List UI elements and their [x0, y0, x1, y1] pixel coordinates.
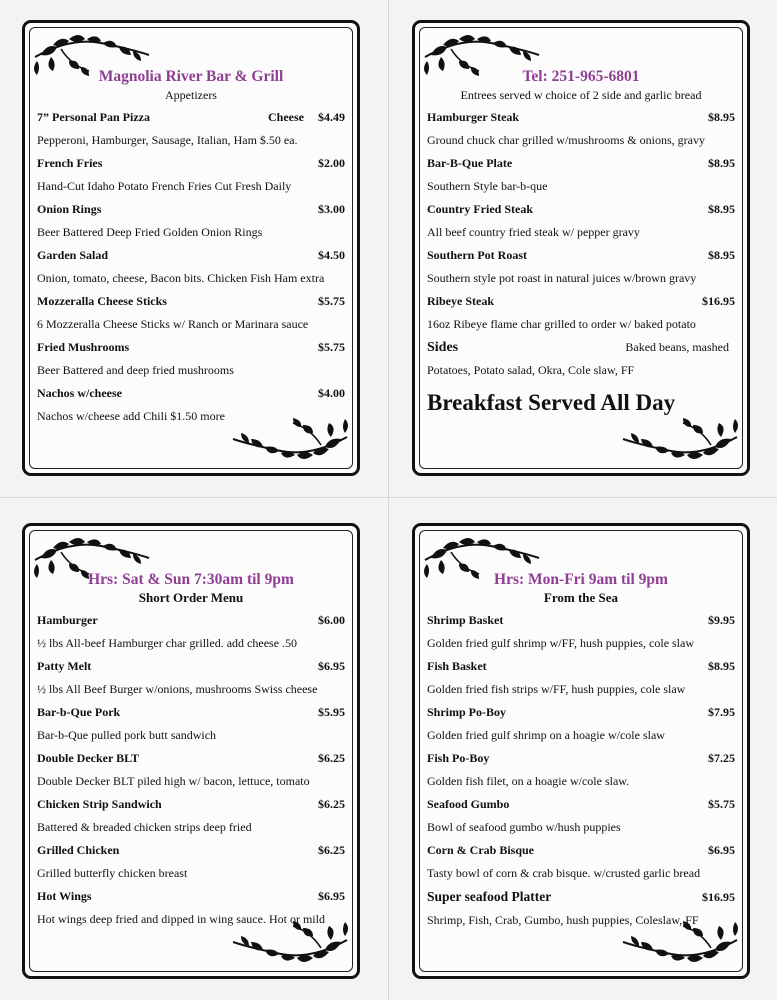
item-name: Grilled Chicken [37, 843, 120, 857]
item-price: $3.00 [318, 202, 345, 216]
item-description: Bar-b-Que pulled pork butt sandwich [37, 728, 217, 742]
panel-seafood [412, 523, 750, 979]
menu-item-row [37, 152, 345, 175]
fold-line-vertical [388, 0, 389, 1000]
item-price: $8.95 [708, 202, 735, 216]
section-subtitle: Short Order Menu [138, 590, 244, 605]
menu-item-row [427, 747, 735, 770]
fold-line-horizontal [0, 497, 777, 498]
item-price: $6.00 [318, 613, 345, 627]
item-name: Hamburger [37, 613, 98, 627]
item-description: Beer Battered Deep Fried Golden Onion Rings [37, 225, 263, 239]
item-name: Double Decker BLT [37, 751, 140, 765]
menu-item-row [37, 793, 345, 816]
menu-item-row [37, 382, 345, 405]
item-price: $6.95 [318, 659, 345, 673]
item-name: Country Fried Steak [427, 202, 533, 216]
item-name: Bar-B-Que Plate [427, 156, 513, 170]
item-description: All beef country fried steak w/ pepper gravy [427, 225, 640, 239]
item-price: $4.49 [318, 110, 345, 124]
menu-item-row [37, 106, 345, 129]
restaurant-title: Magnolia River Bar & Grill [98, 68, 284, 85]
item-name: Hamburger Steak [427, 110, 520, 124]
item-name: Fish Po-Boy [427, 751, 490, 765]
item-description: Golden fried gulf shrimp w/FF, hush puppies, cole slaw [427, 636, 695, 650]
menu-section [427, 67, 735, 422]
menu-item-row [37, 839, 345, 862]
menu-item-row [427, 198, 735, 221]
menu-item-row [427, 244, 735, 267]
item-name: Super seafood Platter [427, 889, 552, 904]
sides-title: Sides [427, 340, 459, 355]
item-price: $6.95 [318, 889, 345, 903]
item-name: Shrimp Basket [427, 613, 504, 627]
menu-item-row [427, 609, 735, 632]
item-name: Nachos w/cheese [37, 386, 122, 400]
menu-section [37, 67, 345, 428]
menu-item-row [37, 244, 345, 267]
section-subtitle: Entrees served w choice of 2 side and garlic bread [460, 88, 702, 102]
panel-entrees [412, 20, 750, 476]
menu-item-row [427, 655, 735, 678]
item-name: French Fries [37, 156, 103, 170]
menu-item-row [37, 609, 345, 632]
item-name: Corn & Crab Bisque [427, 843, 535, 857]
menu-item-row [427, 701, 735, 724]
menu-item-row [427, 885, 735, 909]
menu-section [37, 570, 345, 931]
item-description: Nachos w/cheese add Chili $1.50 more [37, 409, 225, 423]
item-name: Fried Mushrooms [37, 340, 130, 354]
item-price: $16.95 [702, 890, 735, 904]
item-price: $2.00 [318, 156, 345, 170]
menu-item-row [37, 885, 345, 908]
menu-section [427, 570, 735, 932]
item-price: $6.95 [708, 843, 735, 857]
item-price: $5.75 [318, 340, 345, 354]
item-description: 6 Mozzeralla Cheese Sticks w/ Ranch or Marinara sauce [37, 317, 309, 331]
item-description: ½ lbs All-beef Hamburger char grilled. add cheese .50 [37, 636, 298, 650]
item-price: $8.95 [708, 248, 735, 262]
item-price: $7.95 [708, 705, 735, 719]
item-description: Southern Style bar-b-que [427, 179, 548, 193]
item-description: Double Decker BLT piled high w/ bacon, lettuce, tomato [37, 774, 310, 788]
item-name: Seafood Gumbo [427, 797, 510, 811]
item-description: Grilled butterfly chicken breast [37, 866, 188, 880]
item-price: $6.25 [318, 751, 345, 765]
item-name: 7” Personal Pan Pizza [37, 110, 150, 124]
item-price: $4.00 [318, 386, 345, 400]
menu-item-row [37, 290, 345, 313]
item-price: $5.75 [318, 294, 345, 308]
item-price: $8.95 [708, 110, 735, 124]
item-name: Onion Rings [37, 202, 102, 216]
item-name: Southern Pot Roast [427, 248, 528, 262]
item-description: Pepperoni, Hamburger, Sausage, Italian, Ham $.50 ea. [37, 133, 298, 147]
item-description: Beer Battered and deep fried mushrooms [37, 363, 234, 377]
sides-text: Baked beans, mashed [625, 340, 729, 354]
panel-appetizers [22, 20, 360, 476]
menu-item-row [37, 336, 345, 359]
menu-item-row [427, 290, 735, 313]
item-name: Fish Basket [427, 659, 487, 673]
item-name: Ribeye Steak [427, 294, 494, 308]
item-description: 16oz Ribeye flame char grilled to order w/ baked potato [427, 317, 696, 331]
item-description: Golden fried fish strips w/FF, hush puppies, cole slaw [427, 682, 686, 696]
item-description: Hot wings deep fried and dipped in wing sauce. Hot or mild [37, 912, 325, 926]
menu-item-row [427, 106, 735, 129]
item-price: $6.25 [318, 797, 345, 811]
sides-list: Potatoes, Potato salad, Okra, Cole slaw, FF [427, 363, 635, 377]
sides-row [427, 336, 735, 359]
item-description: Bowl of seafood gumbo w/hush puppies [427, 820, 621, 834]
vine-icon [619, 415, 741, 467]
item-description: Hand-Cut Idaho Potato French Fries Cut Fresh Daily [37, 179, 292, 193]
item-description: Onion, tomato, cheese, Bacon bits. Chicken Fish Ham extra [37, 271, 325, 285]
panel-short-order [22, 523, 360, 979]
menu-item-row [427, 793, 735, 816]
section-subtitle: From the Sea [543, 590, 619, 605]
breakfast-banner: Breakfast Served All Day [427, 390, 676, 415]
item-price: $5.75 [708, 797, 735, 811]
item-price: $6.25 [318, 843, 345, 857]
menu-item-row [427, 839, 735, 862]
menu-item-row [37, 747, 345, 770]
item-price: $4.50 [318, 248, 345, 262]
item-description: Shrimp, Fish, Crab, Gumbo, hush puppies, Coleslaw, FF [427, 913, 699, 927]
phone-title: Tel: 251-965-6801 [522, 68, 640, 85]
menu-item-row [37, 198, 345, 221]
item-name: Mozzeralla Cheese Sticks [37, 294, 167, 308]
item-name: Hot Wings [37, 889, 92, 903]
item-price: $7.25 [708, 751, 735, 765]
section-subtitle: Appetizers [165, 88, 217, 102]
item-description: Ground chuck char grilled w/mushrooms & onions, gravy [427, 133, 705, 147]
item-name: Bar-b-Que Pork [37, 705, 121, 719]
menu-item-row [37, 655, 345, 678]
item-note: Cheese [268, 110, 304, 124]
item-name: Garden Salad [37, 248, 109, 262]
item-name: Shrimp Po-Boy [427, 705, 507, 719]
item-price: $8.95 [708, 156, 735, 170]
item-description: ½ lbs All Beef Burger w/onions, mushrooms Swiss cheese [37, 682, 318, 696]
item-price: $9.95 [708, 613, 735, 627]
item-price: $8.95 [708, 659, 735, 673]
item-description: Southern style pot roast in natural juices w/brown gravy [427, 271, 697, 285]
item-description: Golden fried gulf shrimp on a hoagie w/cole slaw [427, 728, 665, 742]
item-price: $5.95 [318, 705, 345, 719]
item-name: Chicken Strip Sandwich [37, 797, 162, 811]
item-description: Golden fish filet, on a hoagie w/cole slaw. [427, 774, 630, 788]
menu-item-row [37, 701, 345, 724]
item-description: Tasty bowl of corn & crab bisque. w/crusted garlic bread [427, 866, 701, 880]
menu-item-row [427, 152, 735, 175]
item-price: $16.95 [702, 294, 735, 308]
item-description: Battered & breaded chicken strips deep fried [37, 820, 252, 834]
hours-title: Hrs: Mon-Fri 9am til 9pm [494, 571, 668, 588]
item-name: Patty Melt [37, 659, 92, 673]
hours-title: Hrs: Sat & Sun 7:30am til 9pm [88, 571, 294, 588]
